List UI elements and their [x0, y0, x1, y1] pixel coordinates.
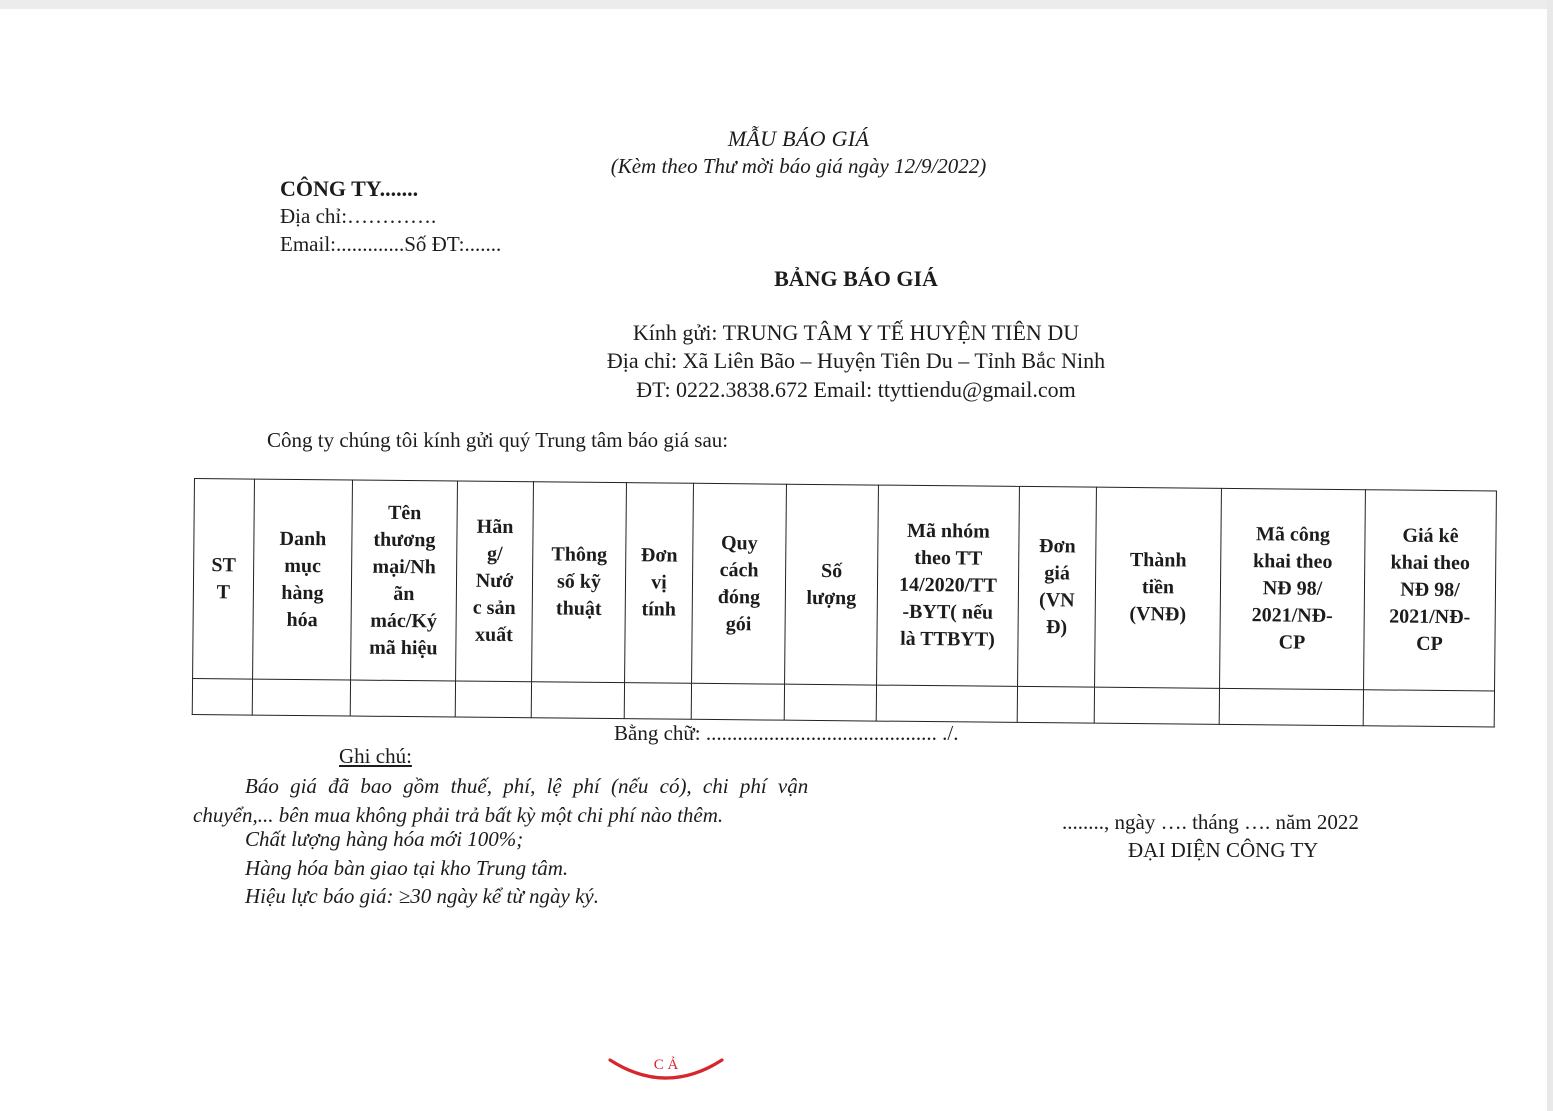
main-title: BẢNG BÁO GIÁ [774, 266, 938, 291]
seal-text: C Ả [653, 1057, 679, 1073]
signature-role: ĐẠI DIỆN CÔNG TY [1128, 838, 1319, 862]
header-quantity: Số lượng [785, 484, 879, 685]
header-manufacturer: Hãn g/ Nướ c sản xuất [456, 481, 534, 682]
table-cell [624, 683, 691, 720]
notes-heading: Ghi chú: [339, 744, 412, 768]
header-public-code: Mã công khai theo NĐ 98/ 2021/NĐ- CP [1220, 488, 1366, 689]
header-declared-price: Giá kê khai theo NĐ 98/ 2021/NĐ- CP [1364, 490, 1497, 691]
note-taxes-continued: chuyển,... bên mua không phải trả bất kỳ một chi phí nào thêm. [193, 803, 724, 827]
quotation-table [192, 478, 1497, 727]
header-specifications: Thông số kỹ thuật [532, 482, 627, 683]
table-cell [1017, 686, 1094, 723]
note-quality: Chất lượng hàng hóa mới 100%; [245, 827, 524, 851]
note-validity: Hiệu lực báo giá: ≥30 ngày kể từ ngày ký. [245, 884, 599, 908]
note-delivery: Hàng hóa bàn giao tại kho Trung tâm. [245, 856, 569, 880]
form-subtitle: (Kèm theo Thư mời báo giá ngày 12/9/2022) [610, 154, 987, 178]
header-item-category: Danh mục hàng hóa [253, 479, 353, 680]
recipient-line: Kính gửi: TRUNG TÂM Y TẾ HUYỆN TIÊN DU [632, 320, 1080, 345]
table-cell [876, 685, 1017, 722]
table-cell [531, 682, 624, 719]
header-unit-price: Đơn giá (VN Đ) [1018, 486, 1097, 687]
scan-top-edge [0, 0, 1553, 9]
header-total: Thành tiền (VNĐ) [1095, 487, 1222, 688]
header-stt: ST T [193, 479, 255, 680]
header-packaging: Quy cách đóng gói [692, 483, 787, 684]
recipient-address: Địa chỉ: Xã Liên Bão – Huyện Tiên Du – Tỉnh Bắc Ninh [606, 348, 1106, 373]
table-cell [1363, 690, 1494, 727]
table-cell [1094, 687, 1219, 724]
header-trade-name: Tên thương mại/Nh ãn mác/Ký mã hiệu [351, 480, 458, 681]
table-cell [192, 678, 252, 715]
table-header-row [193, 479, 1497, 691]
header-group-code: Mã nhóm theo TT 14/2020/TT -BYT( nếu là TTBYT) [877, 485, 1020, 686]
company-name: CÔNG TY....... [280, 176, 419, 201]
table-cell [252, 679, 350, 716]
company-contact: Email:.............Số ĐT:....... [280, 232, 502, 256]
table-cell [784, 684, 876, 721]
table-cell [350, 680, 455, 717]
table-cell [455, 681, 531, 718]
note-taxes: Báo giá đã bao gồm thuế, phí, lệ phí (nếu có), chi phí vận [245, 774, 809, 798]
form-title: MẪU BÁO GIÁ [727, 126, 870, 151]
recipient-contact: ĐT: 0222.3838.672 Email: ttyttiendu@gmail.com [636, 377, 1076, 402]
signature-date: ........, ngày …. tháng …. năm 2022 [1062, 810, 1359, 834]
red-seal-stamp-icon [604, 1052, 728, 1092]
header-unit: Đơn vị tính [625, 483, 694, 684]
amount-in-words: Bằng chữ: ............................................ ./. [614, 721, 959, 745]
table-cell [691, 683, 784, 720]
company-address: Địa chỉ:…………. [280, 204, 437, 228]
intro-text: Công ty chúng tôi kính gửi quý Trung tâm báo giá sau: [267, 428, 729, 452]
table-cell [1219, 688, 1363, 725]
